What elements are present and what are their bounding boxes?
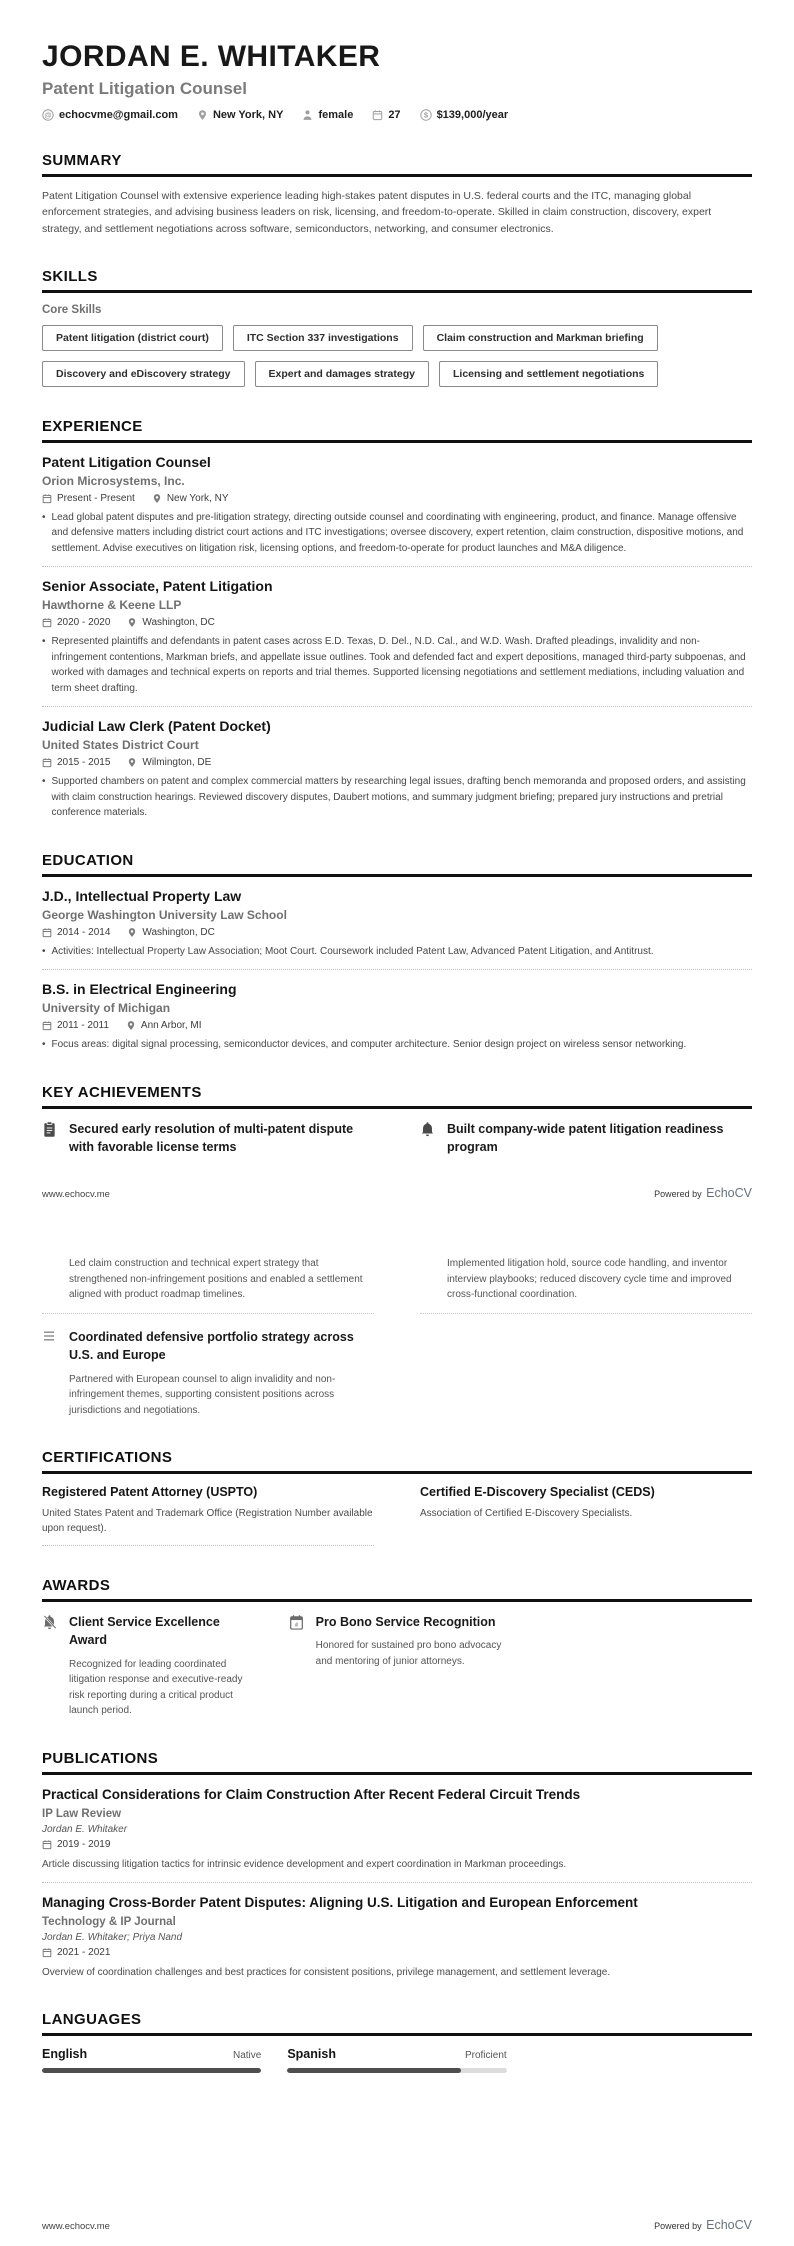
calendar-icon [42,1839,52,1850]
awards-grid [42,1613,752,1718]
achievements-desc-row [42,1256,752,1314]
education-dates: 2014 - 2014 [42,927,110,938]
language-bar [287,2068,506,2073]
calendar-badge-icon [289,1613,306,1631]
page1-footer [42,1184,752,1202]
award-description: Honored for sustained pro bono advocacy and mentoring of junior attorneys. [315,1640,502,1667]
divider [42,1882,752,1883]
page-break-gap [42,1202,752,1256]
skills-chips [42,325,752,387]
email-icon [42,109,54,121]
section-heading: CERTIFICATIONS [42,1449,752,1474]
language-level: Proficient [464,2049,507,2061]
section-heading: KEY ACHIEVEMENTS [42,1084,752,1109]
skill-chip: Licensing and settlement negotiations [439,361,658,387]
section-languages [42,2011,752,2073]
contact-row [42,109,752,121]
language-bar-fill [287,2068,460,2073]
svg-text:ıll: ıll [294,1622,299,1629]
calendar-icon [42,493,52,504]
publication-date: 2019 - 2019 [42,1839,752,1850]
publication-date: 2021 - 2021 [42,1947,752,1958]
achievement-description: Led claim construction and technical expert strategy that strengthened non-infringement positions and enabled a settlement aligned with product roadmap timelines. [69,1258,363,1301]
experience-item [42,578,752,707]
calendar-icon [42,1947,52,1958]
publication-item [42,1894,752,1980]
experience-item [42,454,752,568]
language-name: Spanish [287,2046,336,2061]
footer-site-link[interactable]: www.echocv.me [42,2221,110,2232]
award-description: Recognized for leading coordinated litigation response and executive-ready risk reporting during a critical product launch period. [69,1658,243,1717]
bell-slash-icon [42,1613,59,1649]
achievements-row-2 [42,1328,752,1419]
page2-footer [42,2216,752,2234]
achievement-description-cell [420,1256,752,1314]
contact-gender: female [302,109,353,121]
education-item [42,981,752,1053]
section-heading: PUBLICATIONS [42,1750,752,1775]
education-item [42,888,752,971]
experience-location: New York, NY [152,493,229,504]
contact-salary: $ $139,000/year [420,109,509,121]
section-heading: LANGUAGES [42,2011,752,2036]
publication-authors: Jordan E. Whitaker [42,1823,128,1835]
certification-title: Certified E-Discovery Specialist (CEDS) [420,1485,655,1500]
section-experience [42,418,752,821]
powered-by: Powered by EchoCV [654,2218,752,2232]
achievement-description: Implemented litigation hold, source code handling, and inventor interview playbooks; reduced discovery cycle time and improved cross-functional coordination. [447,1258,732,1301]
clipboard-icon [42,1120,59,1156]
footer-site-link[interactable]: www.echocv.me [42,1189,110,1201]
publication-description: Article discussing litigation tactics for intrinsic evidence development and expert coordination in Markman proceedings. [42,1858,567,1870]
calendar-icon [42,617,52,628]
experience-title: Senior Associate, Patent Litigation [42,578,273,595]
calendar-icon [42,757,52,768]
experience-location: Wilmington, DE [127,757,211,768]
education-title: J.D., Intellectual Property Law [42,887,242,904]
section-heading: AWARDS [42,1577,752,1602]
achievement-item [420,1120,752,1156]
header [42,40,752,121]
publication-description: Overview of coordination challenges and best practices for consistent positions, privilege management, and settlement leverage. [42,1966,611,1978]
location-icon [127,927,137,938]
bell-icon [420,1120,437,1156]
language-name: English [42,2046,88,2061]
award-title: Client Service Excellence Award [69,1615,220,1648]
section-achievements [42,1084,752,1419]
section-summary [42,152,752,237]
experience-company: United States District Court [42,738,199,753]
location-icon [127,757,137,768]
location-icon [152,493,162,504]
skill-chip: Claim construction and Markman briefing [423,325,658,351]
language-item [287,2047,506,2073]
skill-chip: Expert and damages strategy [255,361,429,387]
languages-grid [42,2047,752,2073]
certifications-grid [42,1485,752,1546]
achievement-title: Built company-wide patent litigation readiness program [447,1121,724,1154]
salary-icon [420,109,432,121]
achievement-description-cell [42,1256,374,1314]
experience-dates: 2020 - 2020 [42,617,110,628]
experience-bullet: • Lead global patent disputes and pre-litigation strategy, directing outside counsel and coordinating with engineering, product, and finance. Manage offensive and defensive matters including district court actions and ITC investigations; oversee discovery, expert retention, claim construction, dispositive motions, and settlement. Advise executives on litigation risk, licensing options, and freedom-to-operate for product launches and M&A diligence. [42,511,744,554]
experience-item [42,718,752,821]
language-item [42,2047,261,2073]
publication-source: Technology & IP Journal [42,1915,176,1928]
skills-group-label: Core Skills [42,303,102,316]
certification-item [42,1485,374,1546]
divider [42,706,752,707]
language-level: Native [232,2049,262,2061]
summary-text: Patent Litigation Counsel with extensive experience leading high-stakes patent disputes in U.S. federal courts and the ITC, managing global enforcement strategies, and advising business leaders on risk, licensing, and freedom-to-operate. Skilled in claim construction, discovery, expert strategy, and settlement negotiations across software, semiconductors, networking, and consumer electronics. [42,190,712,235]
experience-company: Orion Microsystems, Inc. [42,473,185,488]
education-meta [42,1020,752,1031]
education-bullet: • Focus areas: digital signal processing, semiconductor devices, and computer architecture. Senior design project on wireless sensor networking. [42,1039,687,1051]
language-bar-fill [42,2068,261,2073]
experience-meta [42,493,752,504]
contact-location: New York, NY [197,109,284,121]
section-education [42,852,752,1053]
education-title: B.S. in Electrical Engineering [42,981,237,998]
education-location: Washington, DC [127,927,214,938]
divider [42,566,752,567]
education-bullet: • Activities: Intellectual Property Law Association; Moot Court. Coursework included Patent Law, Advanced Patent Litigation, and Antitrust. [42,945,654,957]
publication-item [42,1786,752,1883]
publication-authors: Jordan E. Whitaker; Priya Nand [42,1931,183,1943]
education-location: Ann Arbor, MI [126,1020,202,1031]
education-school: George Washington University Law School [42,907,287,922]
section-certifications [42,1449,752,1546]
powered-by: Powered by EchoCV [654,1186,752,1201]
experience-dates: Present - Present [42,493,135,504]
experience-location: Washington, DC [127,617,214,628]
certification-description: United States Patent and Trademark Office (Registration Number available upon request). [42,1506,374,1546]
certification-title: Registered Patent Attorney (USPTO) [42,1485,258,1500]
location-icon [197,109,208,121]
skill-chip: ITC Section 337 investigations [233,325,413,351]
experience-title: Judicial Law Clerk (Patent Docket) [42,718,271,735]
experience-company: Hawthorne & Keene LLP [42,598,182,613]
calendar-icon [372,109,383,121]
experience-title: Patent Litigation Counsel [42,453,211,470]
achievement-item [42,1120,374,1156]
skill-chip: Discovery and eDiscovery strategy [42,361,245,387]
section-heading: EXPERIENCE [42,418,752,443]
experience-meta [42,617,752,628]
section-publications [42,1750,752,1980]
section-awards [42,1577,752,1718]
location-icon [126,1020,136,1031]
section-heading: EDUCATION [42,852,752,877]
calendar-icon [42,927,52,938]
publication-source: IP Law Review [42,1807,122,1820]
education-meta [42,927,752,938]
publication-title: Managing Cross-Border Patent Disputes: Aligning U.S. Litigation and European Enforcement [42,1894,638,1910]
person-icon [302,109,313,121]
page-title: JORDAN E. WHITAKER [42,40,381,73]
contact-email: @ echocvme@gmail.com [42,109,178,121]
location-icon [127,617,137,628]
job-title: Patent Litigation Counsel [42,79,247,98]
menu-icon [42,1328,59,1364]
award-item [289,1613,506,1718]
education-dates: 2011 - 2011 [42,1020,109,1031]
achievement-title: Coordinated defensive portfolio strategy across U.S. and Europe [69,1329,354,1362]
echocv-brand[interactable]: EchoCV [706,2218,752,2232]
publication-title: Practical Considerations for Claim Construction After Recent Federal Circuit Trends [42,1786,581,1802]
section-heading: SKILLS [42,268,752,293]
echocv-brand[interactable]: EchoCV [706,1186,752,1201]
achievement-title: Secured early resolution of multi-patent dispute with favorable license terms [69,1121,354,1154]
award-title: Pro Bono Service Recognition [315,1615,496,1630]
certification-item [420,1485,752,1546]
experience-dates: 2015 - 2015 [42,757,110,768]
achievement-item [42,1328,374,1419]
language-bar [42,2068,261,2073]
education-school: University of Michigan [42,1001,171,1016]
svg-text:@: @ [44,110,52,120]
experience-meta [42,757,752,768]
section-heading: SUMMARY [42,152,752,177]
calendar-icon [42,1020,52,1031]
experience-bullet: • Supported chambers on patent and complex commercial matters by researching legal issues, drafting bench memoranda and proposed orders, and assisting with claim construction hearings. Reviewed discovery disputes, Daubert motions, and summary judgment briefing; prepared jury instructions and pretrial conference materials. [42,776,746,819]
certification-description: Association of Certified E-Discovery Specialists. [420,1508,633,1520]
section-skills [42,268,752,387]
divider [42,969,752,970]
achievement-description: Partnered with European counsel to align invalidity and non-infringement themes, supporting consistent positions across jurisdictions and negotiations. [69,1373,336,1416]
contact-age: 27 [372,109,400,121]
svg-text:$: $ [423,110,428,120]
achievements-title-row [42,1120,752,1156]
skill-chip: Patent litigation (district court) [42,325,223,351]
experience-bullet: • Represented plaintiffs and defendants in patent cases across E.D. Texas, D. Del., N.D. Cal., and W.D. Wash. Drafted pleadings, invalidity and non-infringement contentions, Markman briefs, and appellate issue outlines. Took and defended fact and expert depositions, managed third-party subpoenas, and worked with damages and technical experts on reports and trial themes. Supported licensing negotiations and settlement mediations, including valuation and term sheet drafting. [42,636,746,694]
award-item [42,1613,259,1718]
